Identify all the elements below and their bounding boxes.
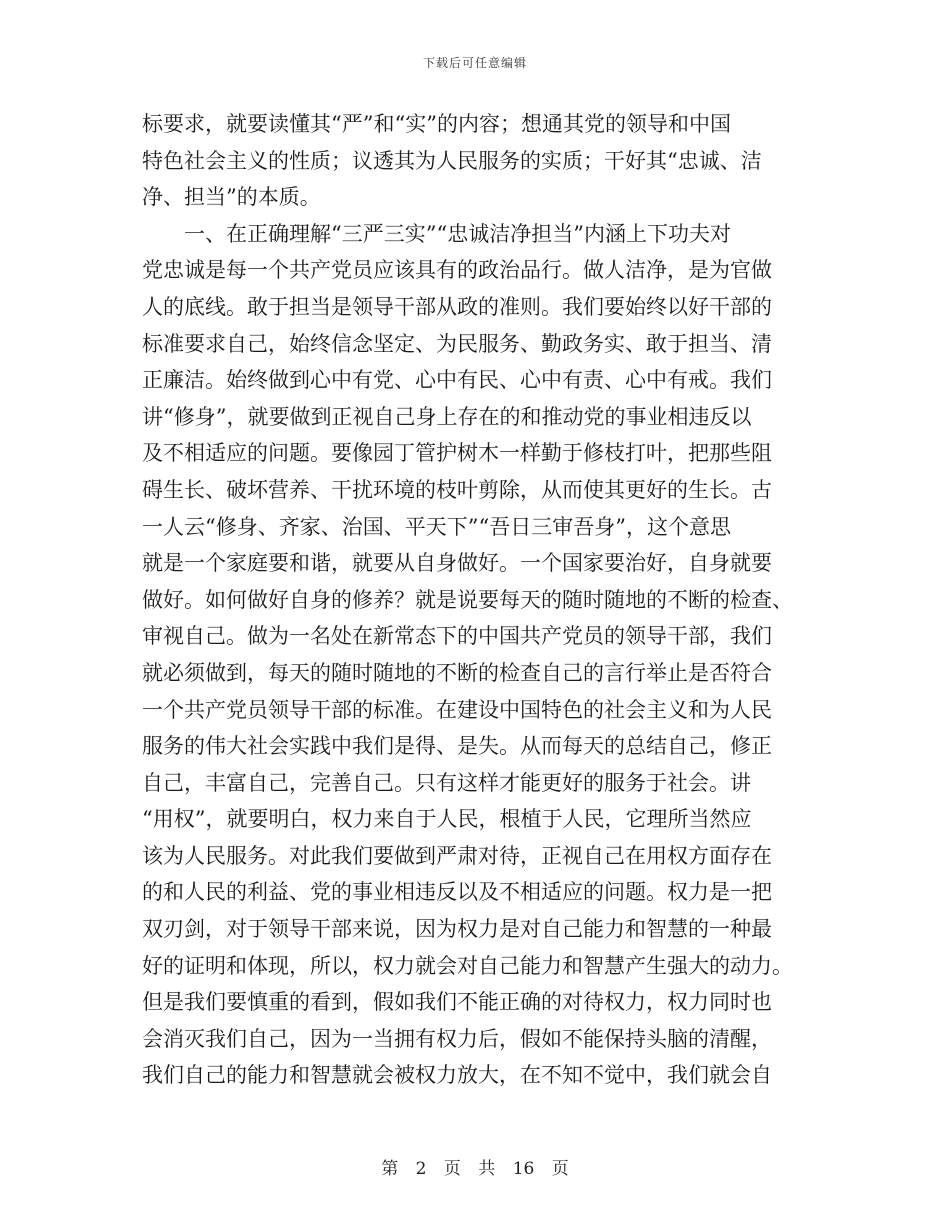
text-line-8: 正廉洁。始终做到心中有党、心中有民、心中有责、心中有戒。我们	[142, 368, 772, 393]
page-header-note: 下载后可任意编辑	[422, 56, 527, 70]
text-line-14: 做好。如何做好自身的修养？就是说要每天的随时随地的不断的检查、	[142, 587, 793, 612]
page-number-footer	[0, 1154, 950, 1179]
text-line-23: 双刃剑，对于领导干部来说，因为权力是对自己能力和智慧的一种最	[142, 917, 772, 942]
footer-label-ye: 页	[443, 1159, 461, 1179]
document-body	[142, 106, 812, 1094]
text-line-4: 一、在正确理解“三严三实”“忠诚洁净担当”内涵上下功夫对	[184, 221, 731, 246]
footer-label-ye-end: 页	[551, 1159, 569, 1179]
text-line-20: “用权”，就要明白，权力来自于人民，根植于人民，它理所当然应	[142, 807, 752, 832]
text-line-12: 一人云“修身、齐家、治国、平天下”“吾日三审吾身”，这个意思	[142, 514, 731, 539]
text-line-16: 就必须做到，每天的随时随地的不断的检查自己的言行举止是否符合	[142, 660, 772, 685]
footer-label-di: 第	[381, 1159, 399, 1179]
text-line-27: 我们自己的能力和智慧就会被权力放大，在不知不觉中，我们就会自	[142, 1063, 772, 1088]
text-line-7: 标准要求自己，始终信念坚定、为民服务、勤政务实、敢于担当、清	[142, 331, 772, 356]
text-line-5: 党忠诚是每一个共产党员应该具有的政治品行。做人洁净，是为官做	[142, 258, 772, 283]
text-line-15: 审视自己。做为一名处在新常态下的中国共产党员的领导干部，我们	[142, 624, 772, 649]
text-line-24: 好的证明和体现，所以，权力就会对自己能力和智慧产生强大的动力。	[142, 953, 793, 978]
text-line-10: 及不相适应的问题。要像园丁管护树木一样勤于修枝打叶，把那些阻	[142, 441, 772, 466]
text-line-26: 会消灭我们自己，因为一当拥有权力后，假如不能保持头脑的清醒，	[142, 1026, 772, 1051]
text-line-3: 净、担当”的本质。	[142, 185, 321, 210]
text-line-25: 但是我们要慎重的看到，假如我们不能正确的对待权力，权力同时也	[142, 990, 772, 1015]
footer-current-page: 2	[415, 1159, 427, 1179]
text-line-22: 的和人民的利益、党的事业相违反以及不相适应的问题。权力是一把	[142, 880, 772, 905]
text-line-6: 人的底线。敢于担当是领导干部从政的准则。我们要始终以好干部的	[142, 294, 772, 319]
footer-label-gong: 共	[478, 1159, 496, 1179]
text-line-11: 碍生长、破坏营养、干扰环境的枝叶剪除，从而使其更好的生长。古	[142, 477, 772, 502]
text-line-19: 自己，丰富自己，完善自己。只有这样才能更好的服务于社会。讲	[142, 770, 751, 795]
footer-total-pages: 16	[512, 1159, 535, 1179]
text-line-2: 特色社会主义的性质；议透其为人民服务的实质；干好其“忠诚、洁	[142, 148, 762, 173]
text-line-13: 就是一个家庭要和谐，就要从自身做好。一个国家要治好，自身就要	[142, 551, 772, 576]
text-line-21: 该为人民服务。对此我们要做到严肃对待，正视自己在用权方面存在	[142, 843, 772, 868]
text-line-17: 一个共产党员领导干部的标准。在建设中国特色的社会主义和为人民	[142, 697, 772, 722]
text-line-9: 讲“修身”，就要做到正视自己身上存在的和推动党的事业相违反以	[142, 404, 752, 429]
text-line-1: 标要求，就要读懂其“严”和“实”的内容；想通其党的领导和中国	[142, 112, 731, 136]
text-line-18: 服务的伟大社会实践中我们是得、是失。从而每天的总结自己，修正	[142, 734, 772, 759]
